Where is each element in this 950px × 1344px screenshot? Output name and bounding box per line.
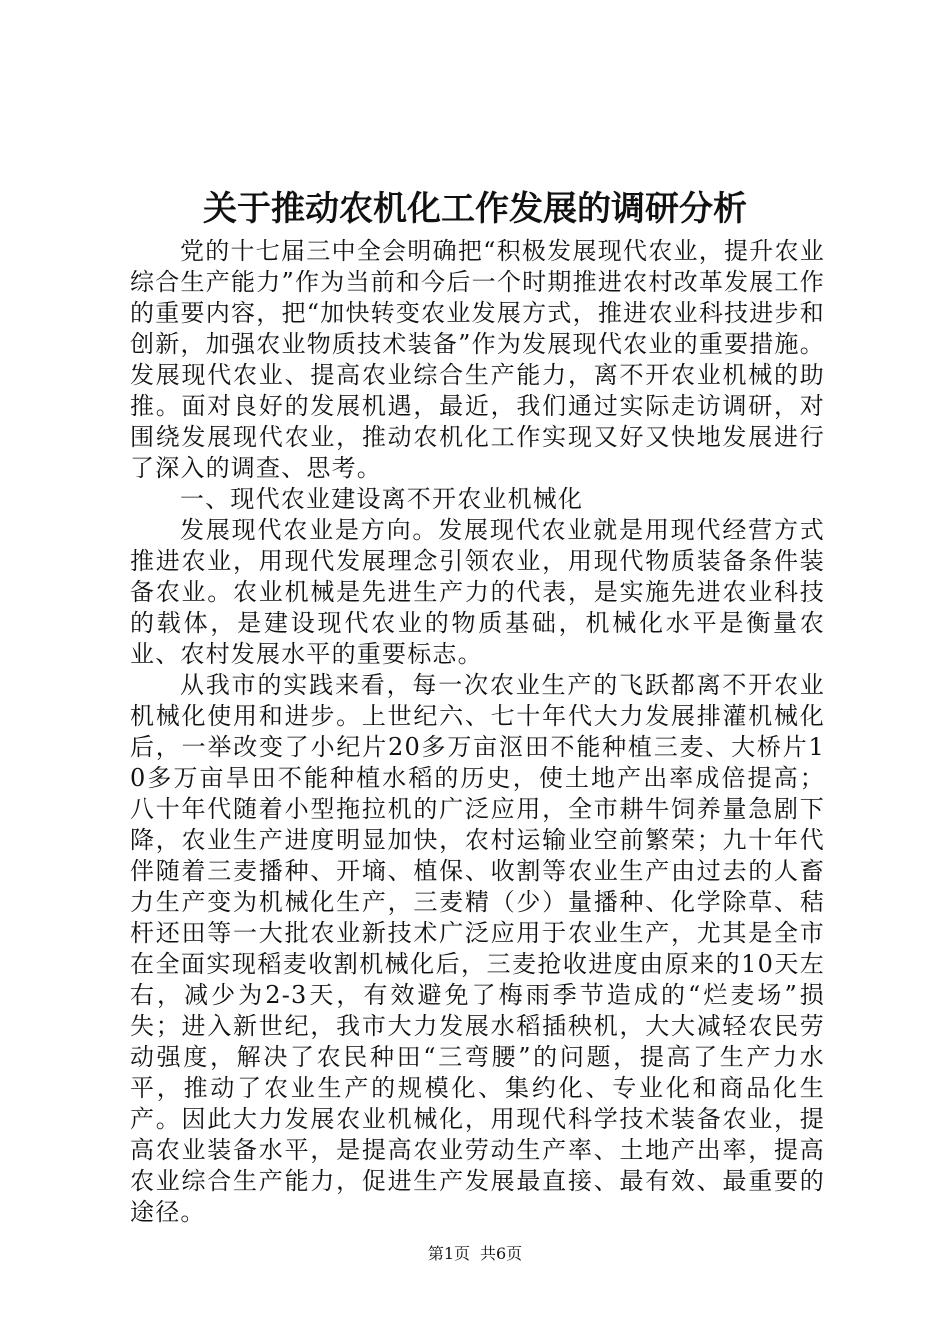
page-footer <box>0 1242 950 1266</box>
document-body <box>130 236 825 1228</box>
document-title: 关于推动农机化工作发展的调研分析 <box>203 189 747 229</box>
paragraph-direction: 发展现代农业是方向。发展现代农业就是用现代经营方式推进农业，用现代发展理念引领农业，用现代物质装备条件装备农业。农业机械是先进生产力的代表，是实施先进农业科技的载体，是建设现代农业的物质基础，机械化水平是衡量农业、农村发展水平的重要标志。 <box>130 516 825 668</box>
page-number: 第1页 <box>427 1244 470 1263</box>
section-heading: 一、现代农业建设离不开农业机械化 <box>180 485 584 513</box>
page-total: 共6页 <box>480 1244 523 1263</box>
paragraph-practice: 从我市的实践来看，每一次农业生产的飞跃都离不开农业机械化使用和进步。上世纪六、七十年代大力发展排灌机械化后，一举改变了小纪片20多万亩沤田不能种植三麦、大桥片10多万亩旱田不能种植水稻的历史，使土地产出率成倍提高；八十年代随着小型拖拉机的广泛应用，全市耕牛饲养量急剧下降，农业生产进度明显加快，农村运输业空前繁荣；九十年代伴随着三麦播种、开墒、植保、收割等农业生产由过去的人畜力生产变为机械化生产，三麦精（少）量播种、化学除草、秸杆还田等一大批农业新技术广泛应用于农业生产，尤其是全市在全面实现稻麦收割机械化后，三麦抢收进度由原来的10天左右，减少为2-3天，有效避免了梅雨季节造成的“烂麦场”损失；进入新世纪，我市大力发展水稻插秧机，大大减轻农民劳动强度，解决了农民种田“三弯腰”的问题，提高了生产力水平，推动了农业生产的规模化、集约化、专业化和商品化生产。因此大力发展农业机械化，用现代科学技术装备农业，提高农业装备水平，是提高农业劳动生产率、土地产出率，提高农业综合生产能力，促进生产发展最直接、最有效、最重要的途径。 <box>130 671 825 1226</box>
paragraph-intro: 党的十七届三中全会明确把“积极发展现代农业，提升农业综合生产能力”作为当前和今后一个时期推进农村改革发展工作的重要内容，把“加快转变农业发展方式，推进农业科技进步和创新，加强农业物质技术装备”作为发展现代农业的重要措施。发展现代农业、提高农业综合生产能力，离不开农业机械的助推。面对良好的发展机遇，最近，我们通过实际走访调研，对围绕发展现代农业，推动农机化工作实现又好又快地发展进行了深入的调查、思考。 <box>130 237 825 482</box>
